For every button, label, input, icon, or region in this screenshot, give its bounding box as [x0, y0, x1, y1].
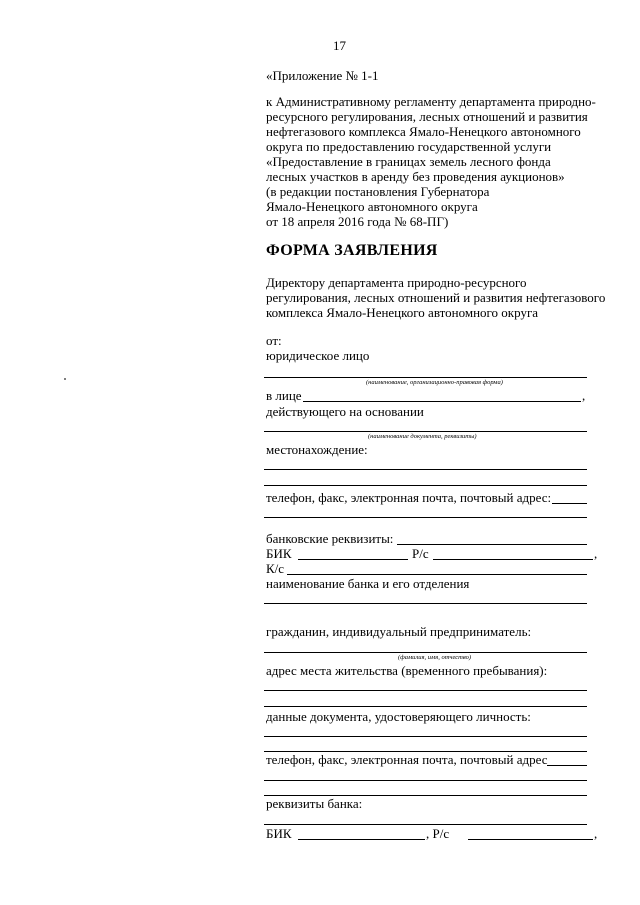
comma: ,	[594, 826, 598, 841]
addressee-line: Директору департамента природно-ресурсного	[266, 275, 527, 290]
contacts-label: телефон, факс, электронная почта, почтовый адрес:	[266, 490, 552, 505]
fio-caption: (фамилия, имя, отчество)	[398, 654, 472, 661]
appendix-line: «Предоставление в границах земель лесного фонда	[266, 154, 551, 169]
acting-basis-label: действующего на основании	[266, 404, 424, 419]
appendix-line: к Административному регламенту департамента природно-	[266, 94, 596, 109]
ks-label: К/с	[266, 561, 285, 576]
appendix-line: нефтегазового комплекса Ямало-Ненецкого автономного	[266, 124, 581, 139]
id-document-label: данные документа, удостоверяющего личность:	[266, 709, 531, 724]
addressee-line: комплекса Ямало-Ненецкого автономного округа	[266, 305, 539, 320]
representative-field[interactable]	[303, 401, 581, 402]
residence-address-field-2[interactable]	[264, 706, 587, 707]
individual-label: гражданин, индивидуальный предприниматель:	[266, 624, 532, 639]
individual-contacts-label: телефон, факс, электронная почта, почтовый адрес	[266, 752, 548, 767]
basis-document-caption: (наименование документа, реквизиты)	[368, 433, 477, 440]
org-name-caption: (наименование, организационно-правовая форма)	[366, 379, 503, 386]
comma: ,	[594, 546, 598, 561]
appendix-line: округа по предоставлению государственной услуги	[266, 139, 552, 154]
residence-address-field-1[interactable]	[264, 690, 587, 691]
bank-name-label: наименование банка и его отделения	[266, 576, 470, 591]
addressee-line: регулирования, лесных отношений и развития нефтегазового	[266, 290, 606, 305]
ks-field[interactable]	[287, 574, 587, 575]
bank-name-field[interactable]	[264, 603, 587, 604]
appendix-heading: «Приложение № 1-1	[266, 68, 379, 83]
id-document-field-1[interactable]	[264, 736, 587, 737]
fio-field[interactable]	[264, 652, 587, 653]
location-field-2[interactable]	[264, 485, 587, 486]
appendix-line: Ямало-Ненецкого автономного округа	[266, 199, 478, 214]
legal-entity-label: юридическое лицо	[266, 348, 370, 363]
contacts-field[interactable]	[264, 517, 587, 518]
individual-bik-label: БИК	[266, 826, 292, 841]
location-label: местонахождение:	[266, 442, 368, 457]
appendix-line: (в редакции постановления Губернатора	[266, 184, 490, 199]
page-number: 17	[333, 38, 346, 53]
contacts-field-inline[interactable]	[552, 503, 587, 504]
bank-details-label: банковские реквизиты:	[266, 531, 394, 546]
from-label: от:	[266, 333, 282, 348]
individual-bank-field[interactable]	[264, 824, 587, 825]
residence-address-label: адрес места жительства (временного пребывания):	[266, 663, 548, 678]
org-name-field[interactable]	[264, 377, 587, 378]
individual-bik-field[interactable]	[298, 839, 425, 840]
rs-field[interactable]	[433, 559, 593, 560]
basis-document-field[interactable]	[264, 431, 587, 432]
bik-field[interactable]	[298, 559, 408, 560]
bank-details-field[interactable]	[397, 544, 587, 545]
individual-contacts-field-1[interactable]	[264, 780, 587, 781]
location-field-1[interactable]	[264, 469, 587, 470]
comma: ,	[582, 388, 586, 403]
individual-contacts-field-inline[interactable]	[547, 765, 587, 766]
scan-speck	[64, 378, 66, 380]
individual-bank-label: реквизиты банка:	[266, 796, 363, 811]
appendix-line: от 18 апреля 2016 года № 68-ПГ)	[266, 214, 449, 229]
appendix-line: ресурсного регулирования, лесных отношений и развития	[266, 109, 588, 124]
form-title: ФОРМА ЗАЯВЛЕНИЯ	[266, 242, 438, 259]
in-person-label: в лице	[266, 388, 302, 403]
individual-rs-field[interactable]	[468, 839, 593, 840]
appendix-line: лесных участков в аренду без проведения аукционов»	[266, 169, 565, 184]
rs-label: Р/с	[412, 546, 429, 561]
bik-label: БИК	[266, 546, 292, 561]
individual-rs-label: , Р/с	[426, 826, 450, 841]
